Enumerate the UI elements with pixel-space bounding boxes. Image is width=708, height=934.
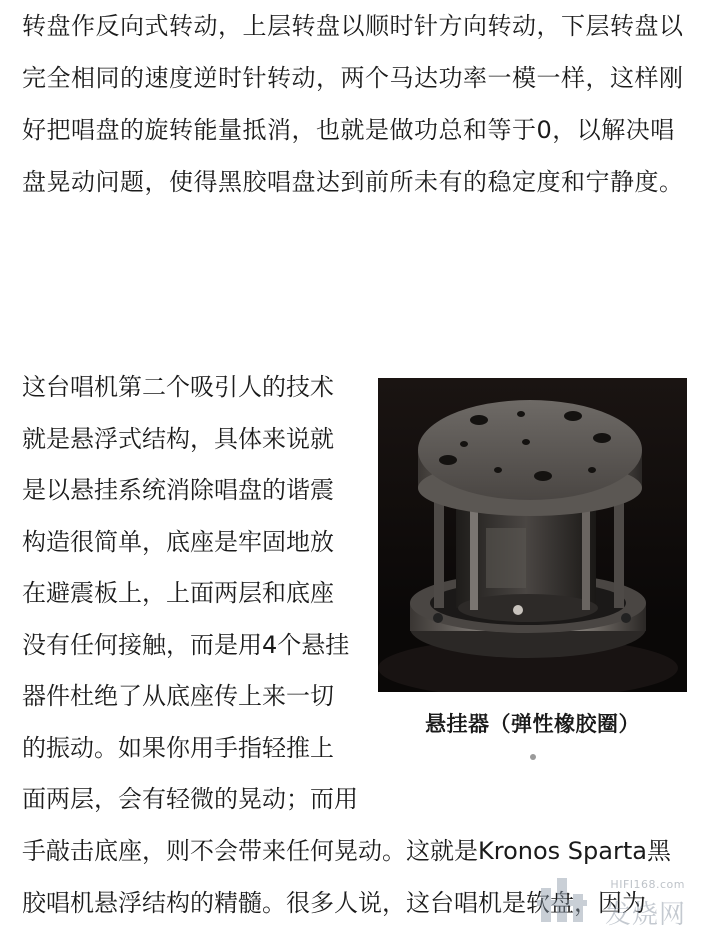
site-watermark: [535, 870, 705, 930]
paragraph-intro: 转盘作反向式转动，上层转盘以顺时针方向转动，下层转盘以完全相同的速度逆时针转动，两个马达功率一模一样，这样刚好把唱盘的旋转能量抵消，也就是做功总和等于0，以解决唱盘晃动问题，使得黑胶唱盘达到前所未有的稳定度和宁静度。: [22, 12, 684, 196]
text-line: 构造很简单，底座是牢固地放: [22, 527, 334, 556]
text-line: 这台唱机第二个吸引人的技术: [22, 373, 334, 401]
text-line: 就是悬浮式结构，具体来说就: [22, 424, 334, 453]
watermark-url: HIFI168.com: [610, 878, 685, 891]
suspension-photo: [378, 378, 687, 692]
watermark-text: 发烧网: [605, 900, 687, 930]
text-line: 手敲击底座，则不会带来任何晃动。这就是Kronos Sparta黑: [22, 837, 671, 865]
figure-caption: 悬挂器（弹性橡胶圈）: [425, 712, 640, 736]
text-line: 胶唱机悬浮结构的精髓。很多人说，这台唱机是软盘，因为: [22, 888, 646, 917]
text-line: 的振动。如果你用手指轻推上: [22, 733, 334, 762]
pager-dot: [530, 754, 536, 760]
text-line: 没有任何接触，而是用4个悬挂: [22, 630, 350, 659]
text-line: 在避震板上，上面两层和底座: [22, 579, 334, 607]
watermark-logo-icon: [535, 870, 595, 930]
text-line: 面两层，会有轻微的晃动；而用: [22, 785, 358, 813]
text-line: 器件杜绝了从底座传上来一切: [22, 682, 334, 710]
text-line: 是以悬挂系统消除唱盘的谐震: [22, 476, 334, 504]
suspension-illustration: [378, 378, 687, 692]
paragraph-suspension: [22, 362, 372, 826]
